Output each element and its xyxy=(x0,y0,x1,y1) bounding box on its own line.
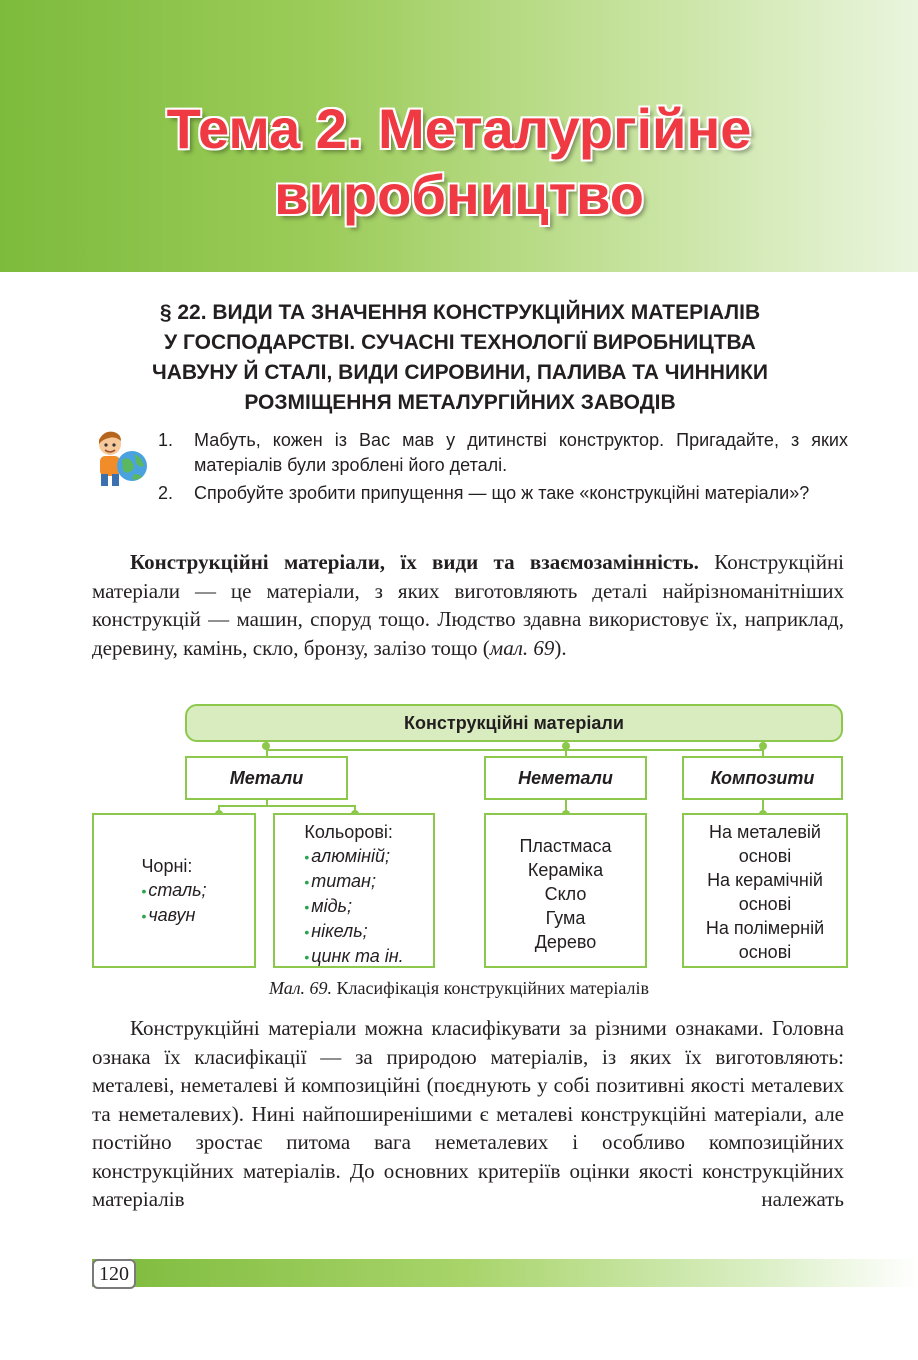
nonferrous-item-text: мідь; xyxy=(311,896,352,916)
section-heading-line: ЧАВУНУ Й СТАЛІ, ВИДИ СИРОВИНИ, ПАЛИВА ТА ЧИННИКИ xyxy=(152,361,768,384)
bullet-dot: • xyxy=(141,882,147,899)
nonferrous-title: Кольорові: xyxy=(304,822,393,842)
connector-node xyxy=(262,742,270,750)
bullet-dot: • xyxy=(304,899,310,915)
ferrous-item-text: чавун xyxy=(148,904,196,925)
body-paragraph-2: Конструкційні матеріали можна класифікувати за різними ознаками. Головна ознака їх класифікації — за природою матеріалів, із яких їх виготовляють: металеві, неметалеві й композиційні (поєднують у собі позитивні якості металевих та неметалевих). Нині найпоширенішими є металеві конструкційні матеріали, але постійно зростає питома вага неметалевих і особливо композиційних конструкційних матеріалів. До основних критеріїв оцінки якості конструкційних матеріалів належать xyxy=(92,1016,844,1211)
body-paragraph-1 xyxy=(92,548,844,662)
section-heading xyxy=(80,298,840,418)
nonmetal-item: Кераміка xyxy=(527,860,604,880)
nonferrous-item xyxy=(304,894,403,919)
composite-item: основі xyxy=(738,942,792,962)
figure-reference: мал. 69 xyxy=(489,635,555,660)
question-number: 2. xyxy=(158,483,174,503)
category-composites-box: Композити xyxy=(682,756,843,800)
page-number: 120 xyxy=(92,1259,136,1289)
composite-item: На полімерній xyxy=(705,918,825,938)
bullet-dot: • xyxy=(304,924,310,940)
section-heading-line: § 22. ВИДИ ТА ЗНАЧЕННЯ КОНСТРУКЦІЙНИХ МАТЕРІАЛІВ xyxy=(159,301,761,324)
chapter-title-line2: виробництво xyxy=(274,163,644,226)
intro-questions xyxy=(158,428,848,509)
nonmetal-item: Скло xyxy=(544,884,587,904)
nonmetals-box xyxy=(484,813,647,968)
ferrous-title: Чорні: xyxy=(141,855,193,876)
figure-caption xyxy=(0,976,918,1000)
figure-label: Мал. 69. xyxy=(268,978,333,998)
nonferrous-item xyxy=(304,844,403,869)
question-item xyxy=(158,481,848,506)
composite-item: На металевій xyxy=(709,822,821,842)
connector-node xyxy=(562,742,570,750)
ferrous-item-text: сталь; xyxy=(148,879,207,900)
nonferrous-item-text: титан; xyxy=(311,871,376,891)
ferrous-metals-box xyxy=(92,813,256,968)
bullet-dot: • xyxy=(141,907,147,924)
composite-item: основі xyxy=(738,894,792,914)
nonferrous-item xyxy=(304,919,403,944)
kid-with-globe-icon xyxy=(90,428,152,490)
nonferrous-item-text: цинк та ін. xyxy=(311,946,404,966)
nonferrous-item xyxy=(304,944,403,969)
question-item xyxy=(158,428,848,478)
question-text: Спробуйте зробити припущення — що ж таке «конструкційні матеріали»? xyxy=(194,483,810,503)
diagram-root-box: Конструкційні матеріали xyxy=(185,704,843,742)
nonferrous-item-text: алюміній; xyxy=(311,846,390,866)
nonmetal-item: Дерево xyxy=(534,932,597,952)
composite-item: основі xyxy=(738,846,792,866)
nonmetal-item: Пластмаса xyxy=(519,836,612,856)
chapter-title xyxy=(0,96,918,228)
nonferrous-list xyxy=(304,820,403,969)
section-heading-line: У ГОСПОДАРСТВІ. СУЧАСНІ ТЕХНОЛОГІЇ ВИРОБНИЦТВА xyxy=(164,331,756,354)
ferrous-list xyxy=(141,854,206,928)
question-number: 1. xyxy=(158,430,174,450)
bullet-dot: • xyxy=(304,874,310,890)
paragraph-text: Конструкційні матеріали — це матеріали, з яких виготовляють деталі найрізноманітніших конструкцій — машин, споруд тощо. Людство здавна використовує їх, наприклад, деревину, камінь, скло, бронзу, залізо тощо ( xyxy=(92,550,845,660)
nonferrous-item xyxy=(304,869,403,894)
question-text: Мабуть, кожен із Вас мав у дитинстві конструктор. Пригадайте, з яких матеріалів були зроблені його деталі. xyxy=(194,430,848,475)
footer-bar xyxy=(92,1259,918,1287)
section-heading-line: РОЗМІЩЕННЯ МЕТАЛУРГІЙНИХ ЗАВОДІВ xyxy=(244,391,676,414)
figure-caption-text: Класифікація конструкційних матеріалів xyxy=(332,978,650,998)
nonmetal-item: Гума xyxy=(545,908,586,928)
composites-box xyxy=(682,813,848,968)
composite-item: На керамічній xyxy=(707,870,823,890)
category-metals-box: Метали xyxy=(185,756,348,800)
category-nonmetals-box: Неметали xyxy=(484,756,647,800)
connector-node xyxy=(759,742,767,750)
bullet-dot: • xyxy=(304,949,310,965)
paragraph-end: ). xyxy=(554,635,567,660)
ferrous-item xyxy=(141,878,206,903)
connector-root-bar xyxy=(266,749,764,751)
paragraph-lead: Конструкційні матеріали, їх види та взаємозамінність. xyxy=(130,550,699,574)
chapter-title-line1: Тема 2. Металургійне xyxy=(166,97,752,160)
connector-metals-bar xyxy=(218,805,356,807)
nonferrous-item-text: нікель; xyxy=(311,921,368,941)
ferrous-item xyxy=(141,903,206,928)
nonferrous-metals-box xyxy=(273,813,435,968)
bullet-dot: • xyxy=(304,849,310,865)
